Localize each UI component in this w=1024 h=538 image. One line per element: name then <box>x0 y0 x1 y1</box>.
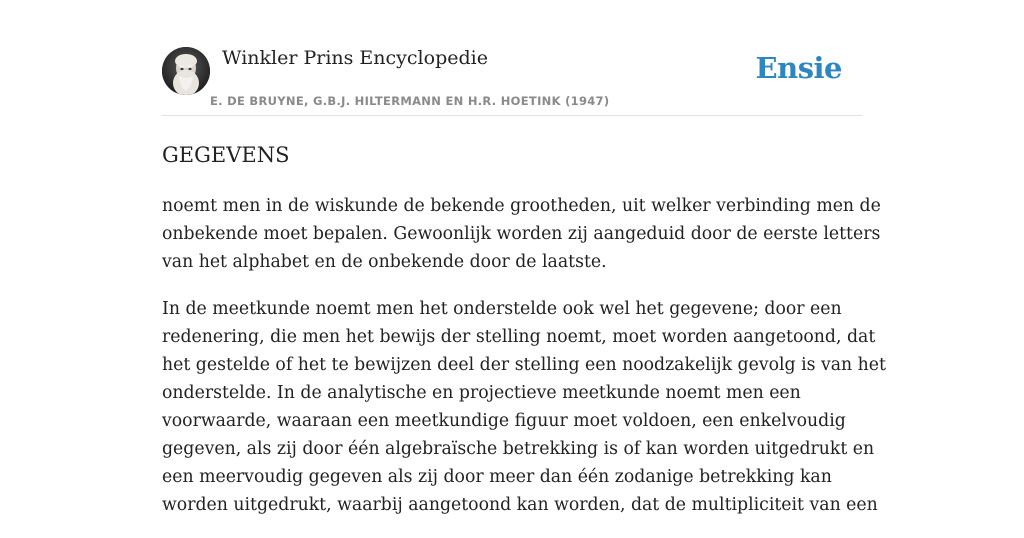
paragraph <box>162 295 886 519</box>
text-line: van het alphabet en de onbekende door de laatste. <box>162 252 607 272</box>
text-line: gegeven, als zij door één algebraïsche betrekking is of kan worden uitgedrukt en <box>162 439 875 459</box>
entry-body <box>162 192 886 538</box>
text-line: worden uitgedrukt, waarbij aangetoond kan worden, dat de multipliciteit van een <box>162 495 878 515</box>
paragraph <box>162 192 881 276</box>
text-line: voorwaarde, waaraan een meetkundige figuur moet voldoen, een enkelvoudig <box>162 411 846 431</box>
bearded-man-portrait-icon <box>162 47 210 95</box>
entry-title: GEGEVENS <box>162 143 290 167</box>
text-line: noemt men in de wiskunde de bekende grootheden, uit welker verbinding men de <box>162 196 881 216</box>
page <box>162 0 886 515</box>
authors-line: E. DE BRUYNE, G.B.J. HILTERMANN EN H.R. HOETINK (1947) <box>210 94 610 108</box>
text-line: het gestelde of het te bewijzen deel der stelling een noodzakelijk gevolg is van het <box>162 355 886 375</box>
text-line: een meervoudig gegeven als zij door meer dan één zodanige betrekking kan <box>162 467 832 487</box>
text-line: In de meetkunde noemt men het onderstelde ook wel het gegevene; door een <box>162 299 842 319</box>
text-line: onbekende moet bepalen. Gewoonlijk worden zij aangeduid door de eerste letters <box>162 224 881 244</box>
site-header <box>162 0 862 116</box>
avatar[interactable] <box>162 47 210 95</box>
text-line: onderstelde. In de analytische en projectieve meetkunde noemt men een <box>162 383 801 403</box>
text-line: redenering, die men het bewijs der stelling noemt, moet worden aangetoond, dat <box>162 327 876 347</box>
brand-logo[interactable]: Ensie <box>755 51 842 85</box>
site-title[interactable]: Winkler Prins Encyclopedie <box>222 47 488 69</box>
